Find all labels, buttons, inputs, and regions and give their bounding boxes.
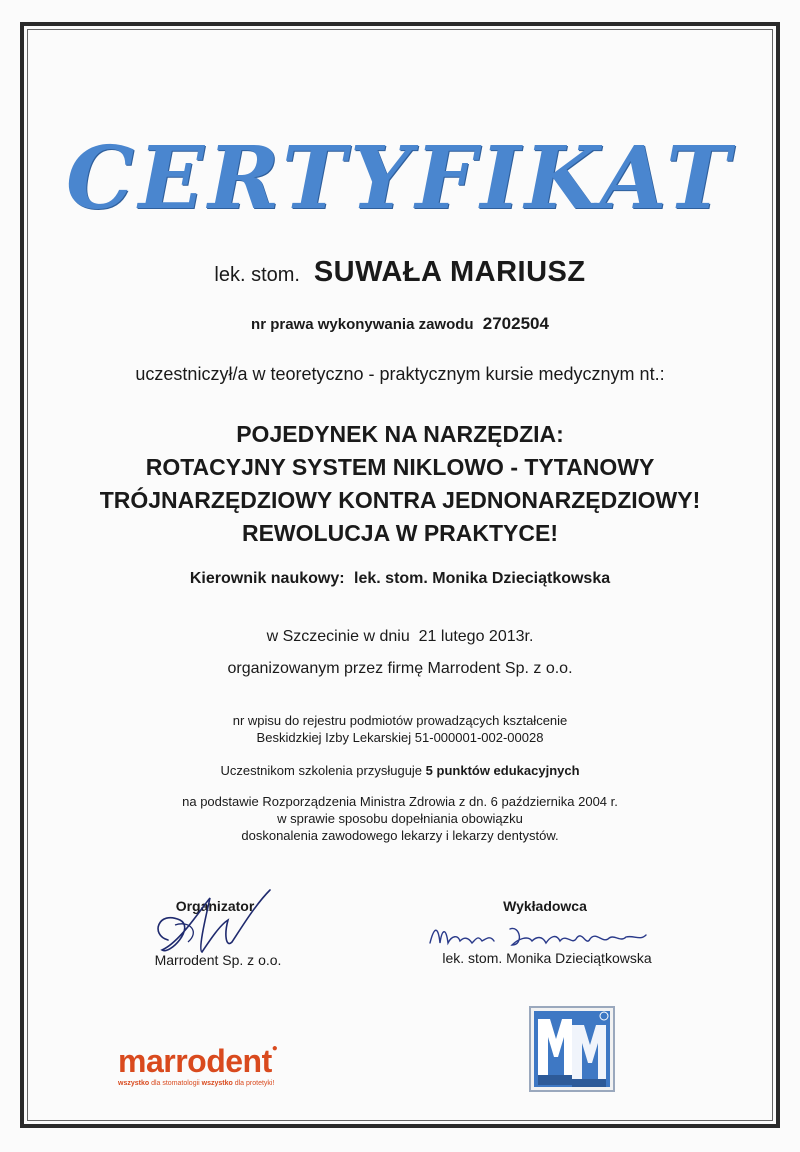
license-line <box>0 314 800 334</box>
tagline-part: wszystko <box>118 1080 150 1087</box>
micromega-logo-icon <box>528 1005 616 1093</box>
lecturer-label: Wykładowca <box>503 898 587 914</box>
participation-text: uczestniczył/a w teoretyczno - praktycznym kursie medycznym nt.: <box>135 364 665 384</box>
license-label: nr prawa wykonywania zawodu <box>251 316 474 333</box>
points-prefix: Uczestnikom szkolenia przysługuje <box>220 763 423 778</box>
marrodent-logo-text: marrodent <box>118 1043 272 1079</box>
tagline-part: dla stomatologii <box>149 1080 202 1087</box>
recipient-line <box>0 256 800 289</box>
registry-info <box>0 712 800 746</box>
course-line: TRÓJNARZĘDZIOWY KONTRA JEDNONARZĘDZIOWY! <box>99 487 701 513</box>
course-line: POJEDYNEK NA NARZĘDZIA: <box>236 421 564 447</box>
lecturer-name: lek. stom. Monika Dzieciątkowska <box>442 950 652 966</box>
supervisor-name: lek. stom. Monika Dzieciątkowska <box>354 570 611 587</box>
organizer-name: Marrodent Sp. z o.o. <box>154 952 282 968</box>
points-value: 5 punktów edukacyjnych <box>425 763 580 778</box>
supervisor-line <box>0 570 800 588</box>
regulation-info <box>0 793 800 844</box>
tagline-part: wszystko <box>201 1080 233 1087</box>
regulation-line: na podstawie Rozporządzenia Ministra Zdrowia z dn. 6 października 2004 r. <box>182 794 618 809</box>
place-date: w Szczecinie w dniu 21 lutego 2013r. <box>266 628 534 645</box>
recipient-name: SUWAŁA MARIUSZ <box>313 256 586 288</box>
supervisor-label: Kierownik naukowy: <box>189 570 345 587</box>
course-line: ROTACYJNY SYSTEM NIKLOWO - TYTANOWY <box>145 454 655 480</box>
lecturer-signature <box>420 915 660 955</box>
organizer-signature <box>140 880 280 970</box>
tagline-part: dla protetyki! <box>232 1080 275 1087</box>
regulation-line: doskonalenia zawodowego lekarzy i lekarzy dentystów. <box>241 828 559 843</box>
registry-line: Beskidzkiej Izby Lekarskiej 51-000001-002-00028 <box>256 730 544 745</box>
certificate-title: CERTYFIKAT <box>66 128 734 229</box>
license-number: 2702504 <box>482 314 549 333</box>
marrodent-tagline <box>118 1080 274 1087</box>
points-line <box>0 763 800 778</box>
regulation-line: w sprawie sposobu dopełniania obowiązku <box>277 811 523 826</box>
registry-line: nr wpisu do rejestru podmiotów prowadzących kształcenie <box>232 713 568 728</box>
course-title <box>0 418 800 550</box>
marrodent-logo: marrodent● <box>118 1043 278 1079</box>
organizer-label: Organizator <box>175 898 255 914</box>
recipient-prefix: lek. stom. <box>214 264 300 286</box>
course-line: REWOLUCJA W PRAKTYCE! <box>241 520 559 546</box>
organized-by: organizowanym przez firmę Marrodent Sp. z o.o. <box>227 660 573 677</box>
